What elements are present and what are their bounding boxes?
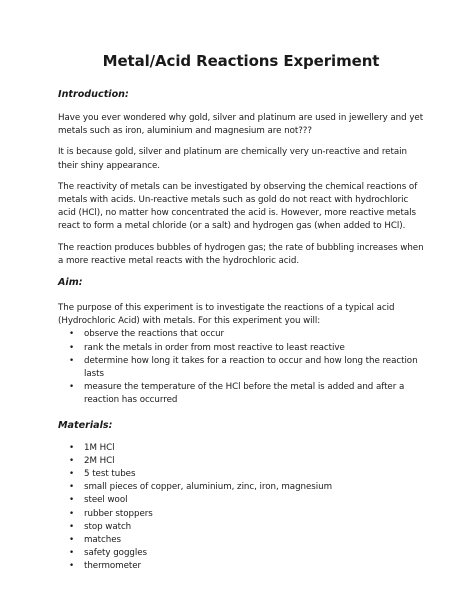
- aim-bullet-item: [58, 342, 424, 355]
- materials-item: [58, 560, 424, 573]
- bullet-icon: •: [69, 548, 75, 559]
- document-title: Metal/Acid Reactions Experiment: [102, 52, 380, 70]
- intro-paragraph-1: Have you ever wondered why gold, silver and platinum are used in jewellery and yet metals such as iron, aluminium and magnesium are not???: [58, 113, 424, 137]
- bullet-icon: •: [69, 521, 75, 532]
- aim-intro-paragraph: The purpose of this experiment is to investigate the reactions of a typical acid (Hydrochloric Acid) with metals. For this experiment you will:: [58, 303, 395, 327]
- materials-item: [58, 442, 424, 455]
- aim-bullet-text: measure the temperature of the HCl before the metal is added and after a reaction has occurred: [84, 382, 405, 406]
- materials-item: [58, 521, 424, 534]
- introduction-heading: Introduction:: [58, 89, 129, 100]
- bullet-icon: •: [69, 442, 75, 453]
- bullet-icon: •: [69, 535, 75, 546]
- bullet-icon: •: [69, 469, 75, 480]
- materials-item-text: safety goggles: [84, 548, 148, 559]
- bullet-icon: •: [69, 355, 75, 366]
- aim-bullet-item: [58, 355, 424, 381]
- bullet-icon: •: [69, 329, 75, 340]
- materials-item-text: matches: [84, 535, 121, 546]
- materials-item: [58, 547, 424, 560]
- materials-item-text: 5 test tubes: [84, 469, 136, 480]
- aim-bullet-text: determine how long it takes for a reaction to occur and how long the reaction lasts: [84, 355, 418, 380]
- bullet-icon: •: [69, 342, 75, 353]
- materials-item: [58, 481, 424, 494]
- materials-item: [58, 534, 424, 547]
- aim-heading: Aim:: [58, 277, 83, 289]
- materials-item-text: 2M HCl: [84, 455, 115, 466]
- materials-item: [58, 468, 424, 481]
- materials-item-text: thermometer: [84, 561, 142, 572]
- aim-bullet-text: observe the reactions that occur: [84, 329, 225, 340]
- materials-item-text: 1M HCl: [84, 442, 115, 453]
- aim-bullet-item: [58, 328, 424, 341]
- materials-item-text: stop watch: [84, 521, 132, 532]
- materials-item-text: small pieces of copper, aluminium, zinc, iron, magnesium: [84, 482, 332, 493]
- aim-bullet-list: [58, 328, 424, 407]
- bullet-icon: •: [69, 382, 75, 393]
- materials-item: [58, 494, 424, 507]
- bullet-icon: •: [69, 482, 75, 493]
- bullet-icon: •: [69, 508, 75, 519]
- intro-paragraph-2: It is because gold, silver and platinum are chemically very un-reactive and retain their shiny appearance.: [58, 147, 407, 171]
- aim-bullet-item: [58, 381, 424, 407]
- bullet-icon: •: [69, 561, 75, 572]
- materials-item-text: steel wool: [84, 495, 128, 506]
- materials-item: [58, 455, 424, 468]
- bullet-icon: •: [69, 495, 75, 506]
- intro-paragraph-3: The reactivity of metals can be investigated by observing the chemical reactions of metals with acids. Un-reactive metals such as gold do not react with hydrochloric acid (HCl), no matter how concentrated the acid is. However, more reactive metals react to form a metal chloride (or a salt) and hydrogen gas (when added to HCl).: [58, 181, 418, 232]
- materials-heading: Materials:: [58, 419, 113, 431]
- materials-item-text: rubber stoppers: [84, 508, 153, 519]
- aim-bullet-text: rank the metals in order from most reactive to least reactive: [84, 342, 345, 353]
- bullet-icon: •: [69, 455, 75, 466]
- materials-bullet-list: [58, 442, 424, 574]
- materials-item: [58, 508, 424, 521]
- intro-paragraph-4: The reaction produces bubbles of hydrogen gas; the rate of bubbling increases when a more reactive metal reacts with the hydrochloric acid.: [58, 242, 424, 266]
